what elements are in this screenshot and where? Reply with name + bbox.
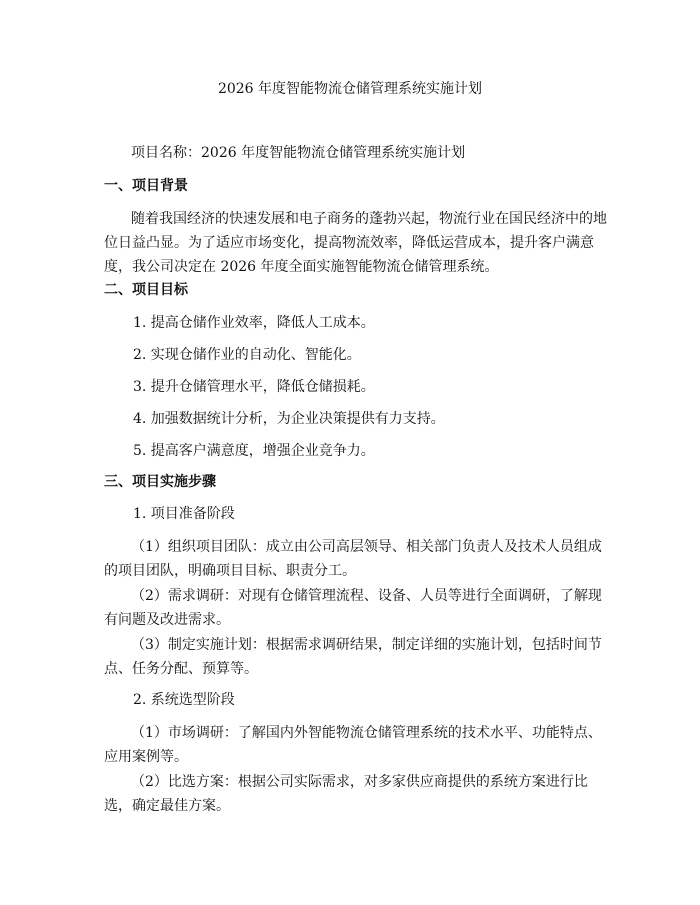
step-item-line: 有问题及改进需求。 [104, 612, 230, 628]
goal-item: 3. 提升仓储管理水平，降低仓储损耗。 [133, 379, 375, 395]
section-heading-background: 一、项目背景 [104, 178, 188, 194]
section-heading-steps: 三、项目实施步骤 [104, 474, 216, 490]
paragraph-line: 位日益凸显。为了适应市场变化，提高物流效率，降低运营成本，提升客户满意 [104, 235, 594, 251]
step-item-line: 的项目团队，明确项目目标、职责分工。 [104, 563, 356, 579]
project-name-line: 项目名称：2026 年度智能物流仓储管理系统实施计划 [131, 145, 466, 161]
step-item-line: （1）组织项目团队：成立由公司高层领导、相关部门负责人及技术人员组成 [131, 539, 602, 555]
phase-title: 2. 系统选型阶段 [133, 692, 235, 708]
paragraph-line: 度，我公司决定在 2026 年度全面实施智能物流仓储管理系统。 [104, 259, 499, 275]
step-item-line: 选，确定最佳方案。 [104, 798, 230, 814]
goal-item: 5. 提高客户满意度，增强企业竞争力。 [133, 443, 375, 459]
goal-item: 2. 实现仓储作业的自动化、智能化。 [133, 347, 361, 363]
step-item-line: （1）市场调研：了解国内外智能物流仓储管理系统的技术水平、功能特点、 [131, 725, 602, 741]
document-title: 2026 年度智能物流仓储管理系统实施计划 [217, 81, 483, 97]
step-item-line: （2）比选方案：根据公司实际需求，对多家供应商提供的系统方案进行比 [131, 774, 588, 790]
step-item-line: 应用案例等。 [104, 749, 188, 765]
paragraph-line: 随着我国经济的快速发展和电子商务的蓬勃兴起，物流行业在国民经济中的地 [131, 211, 607, 227]
step-item-line: （3）制定实施计划：根据需求调研结果，制定详细的实施计划，包括时间节 [131, 637, 602, 653]
phase-title: 1. 项目准备阶段 [133, 506, 235, 522]
section-heading-goals: 二、项目目标 [104, 282, 188, 298]
step-item-line: 点、任务分配、预算等。 [104, 661, 258, 677]
step-item-line: （2）需求调研：对现有仓储管理流程、设备、人员等进行全面调研，了解现 [131, 588, 602, 604]
goal-item: 4. 加强数据统计分析，为企业决策提供有力支持。 [133, 411, 445, 427]
goal-item: 1. 提高仓储作业效率，降低人工成本。 [133, 315, 375, 331]
